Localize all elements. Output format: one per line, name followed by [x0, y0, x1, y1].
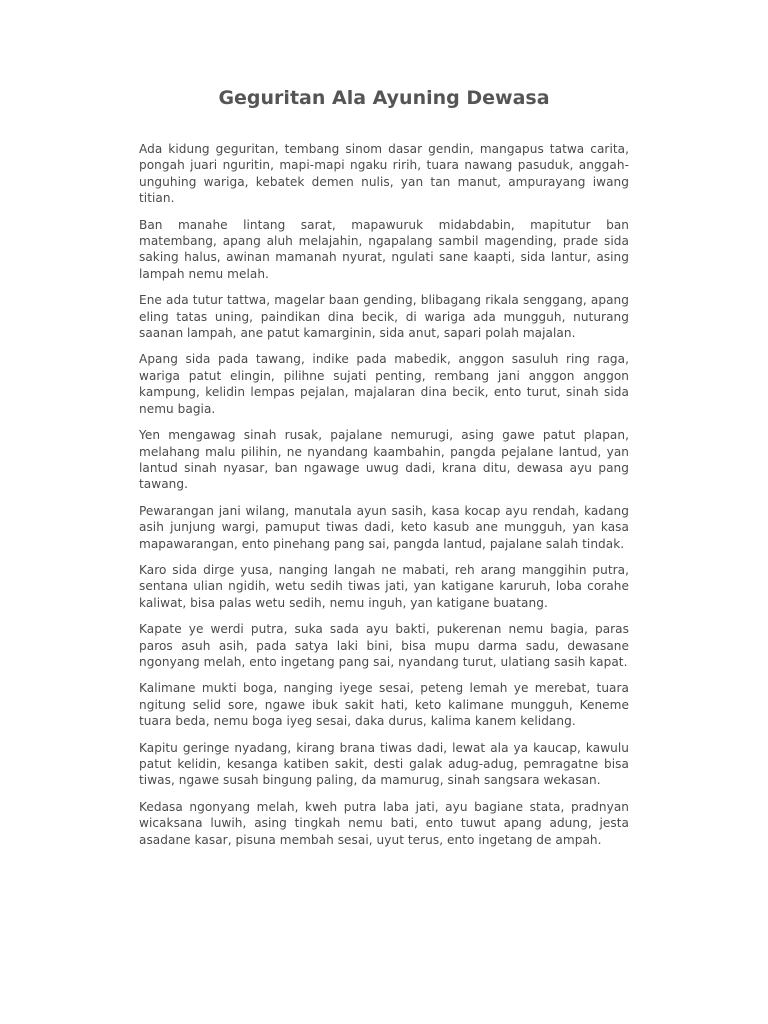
paragraph: Kalimane mukti boga, nanging iyege sesai, peteng lemah ye merebat, tuara ngitung selid sore, ngawe ibuk sakit hati, keto kalimane mungguh, Keneme tuara beda, nemu boga iyeg sesai, daka durus, kalima kanem kelidang. — [139, 681, 629, 729]
paragraph: Kedasa ngonyang melah, kweh putra laba jati, ayu bagiane stata, pradnyan wicaksana luwih, asing tingkah nemu bati, ento tuwut apang adung, jesta asadane kasar, pisuna membah sesai, uyut terus, ento ingetang de ampah. — [139, 799, 629, 847]
paragraph: Kapate ye werdi putra, suka sada ayu bakti, pukerenan nemu bagia, paras paros asuh asih, pada satya laki bini, bisa mupu darma sadu, dewasane ngonyang melah, ento ingetang pang sai, nyandang turut, ulatiang sasih kapat. — [139, 622, 629, 669]
document-title: Geguritan Ala Ayuning Dewasa — [218, 87, 550, 109]
paragraph: Ada kidung geguritan, tembang sinom dasar gendin, mangapus tatwa carita, pongah juari nguritin, mapi-mapi ngaku ririh, tuara nawang pasuduk, anggah-unguhing wariga, kebatek demen nulis, yan tan manut, ampurayang iwang titian. — [139, 142, 629, 206]
paragraph: Karo sida dirge yusa, nanging langah ne mabati, reh arang manggihin putra, sentana ulian ngidih, wetu sedih tiwas jati, yan katigane karuruh, loba corahe kaliwat, bisa palas wetu sedih, nemu inguh, yan katigane buatang. — [139, 562, 629, 610]
paragraph: Ban manahe lintang sarat, mapawuruk midabdabin, mapitutur ban matembang, apang aluh melajahin, ngapalang sambil magending, prade sida saking halus, awinan mamanah nyurat, ngulati sane kaapti, sida lantur, asing lampah nemu melah. — [139, 217, 629, 281]
paragraph: Kapitu geringe nyadang, kirang brana tiwas dadi, lewat ala ya kaucap, kawulu patut kelidin, kesanga katiben sakit, desti galak adug-adug, pemragatne bisa tiwas, ngawe susah bingung paling, da mamurug, sinah sangsara wekasan. — [139, 740, 629, 788]
paragraph: Ene ada tutur tattwa, magelar baan gending, blibagang rikala senggang, apang eling tatas uning, paindikan dina becik, di wariga ada mungguh, nuturang saanan lampah, ane patut kamarginin, sida anut, sapari polah majalan. — [139, 293, 629, 341]
paragraph: Pewarangan jani wilang, manutala ayun sasih, kasa kocap ayu rendah, kadang asih junjung wargi, pamuput tiwas dadi, keto kasub ane mungguh, yan kasa mapawarangan, ento pinehang pang sai, pangda lantud, pajalane salah tindak. — [139, 503, 629, 551]
paragraph: Yen mengawag sinah rusak, pajalane nemurugi, asing gawe patut plapan, melahang malu pilihin, ne nyandang kaambahin, pangda pejalane lantud, yan lantud sinah nyasar, ban ngawage uwug dadi, krana ditu, dewasa ayu pang tawang. — [139, 428, 629, 492]
paragraph: Apang sida pada tawang, indike pada mabedik, anggon sasuluh ring raga, wariga patut elingin, pilihne sujati penting, rembang jani anggon anggon kampung, kelidin lempas pejalan, majalaran dina becik, ento turut, sinah sida nemu bagia. — [139, 352, 629, 416]
document-page — [139, 85, 629, 858]
